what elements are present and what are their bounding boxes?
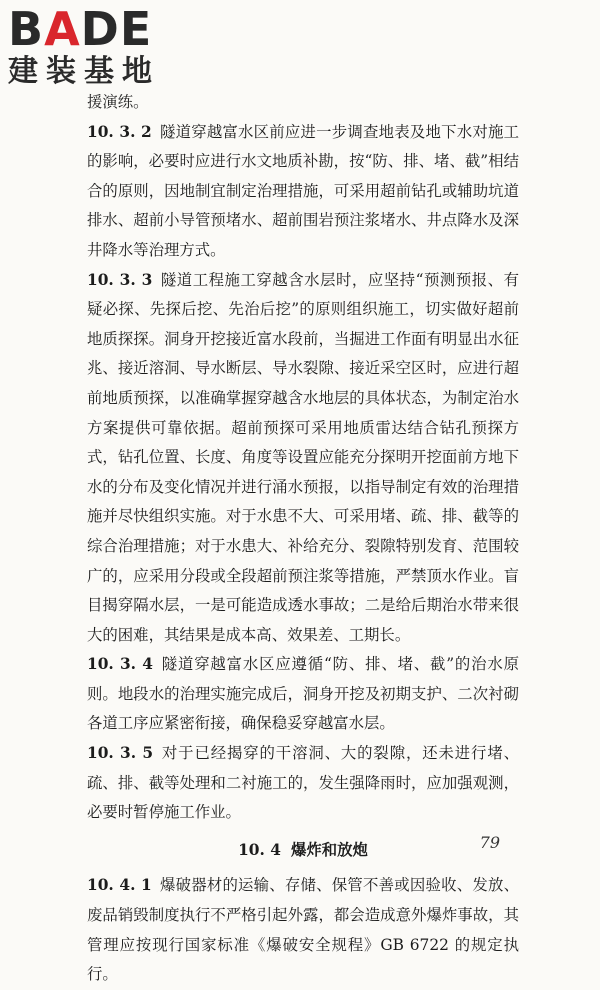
clause-number: 10. 3. 2	[87, 122, 152, 141]
clause-text: 隧道穿越富水区应遵循“防、排、堵、截”的治水原则。地段水的治理实施完成后，洞身开挖及初期支护、二次衬砌各道工序应紧密衔接，确保稳妥穿越富水层。	[87, 655, 519, 733]
clause-number: 10. 3. 3	[87, 270, 153, 289]
clause-10-3-4	[87, 650, 519, 739]
clause-10-3-2	[87, 118, 519, 266]
clause-text: 隧道工程施工穿越含水层时，应坚持“预测预报、有疑必探、先探后挖、先治后挖”的原则组织施工，切实做好超前地质探探。洞身开挖接近富水段前，当掘进工作面有明显出水征兆、接近溶洞、导水断层、导水裂隙、接近采空区时，应进行超前地质预探，以准确掌握穿越含水地层的具体状态，为制定治水方案提供可靠依据。超前预探可采用地质雷达结合钻孔预探方式，钻孔位置、长度、角度等设置应能充分探明开挖面前方地下水的分布及变化情况并进行涌水预报，以指导制定有效的治理措施并尽快组织实施。对于水患不大、可采用堵、疏、排、截等的综合治理措施；对于水患大、补给充分、裂隙特别发育、范围较广的，应采用分段或全段超前预注浆等措施，严禁顶水作业。盲目揭穿隔水层，一是可能造成透水事故；二是给后期治水带来很大的困难，其结果是成本高、效果差、工期长。	[87, 270, 519, 644]
page-number: 79	[479, 833, 500, 852]
bade-logo	[8, 2, 183, 96]
section-title: 爆炸和放炮	[290, 840, 368, 859]
section-heading	[87, 836, 519, 866]
clause-number: 10. 3. 4	[87, 655, 153, 674]
clause-10-3-3	[87, 266, 519, 651]
clause-number: 10. 3. 5	[87, 744, 154, 763]
paragraph-continuation: 援演练。	[87, 93, 149, 111]
clause-number: 10. 4. 1	[87, 876, 152, 895]
clause-10-4-1	[87, 871, 519, 989]
page-content	[87, 88, 519, 990]
clause-text: 爆破器材的运输、存储、保管不善或因验收、发放、废品销毁制度执行不严格引起外露，都会造成意外爆炸事故，其管理应按现行国家标准《爆破安全规程》GB 6722 的规定执行。	[87, 876, 519, 984]
clause-text: 对于已经揭穿的干溶洞、大的裂隙，还未进行堵、疏、排、截等处理和二衬施工的，发生强降雨时，应加强观测，必要时暂停施工作业。	[87, 744, 519, 822]
clause-10-3-5	[87, 739, 519, 828]
logo-wordmark: BADE	[8, 2, 153, 56]
section-number: 10. 4	[238, 840, 281, 859]
logo-subtitle: 建装基地	[8, 54, 160, 89]
clause-text: 隧道穿越富水区前应进一步调查地表及地下水对施工的影响，必要时应进行水文地质补勘，按“防、排、堵、截”相结合的原则，因地制宜制定治理措施，可采用超前钻孔或辅助坑道排水、超前小导管预堵水、超前围岩预注浆堵水、井点降水及深井降水等治理方式。	[87, 122, 519, 259]
